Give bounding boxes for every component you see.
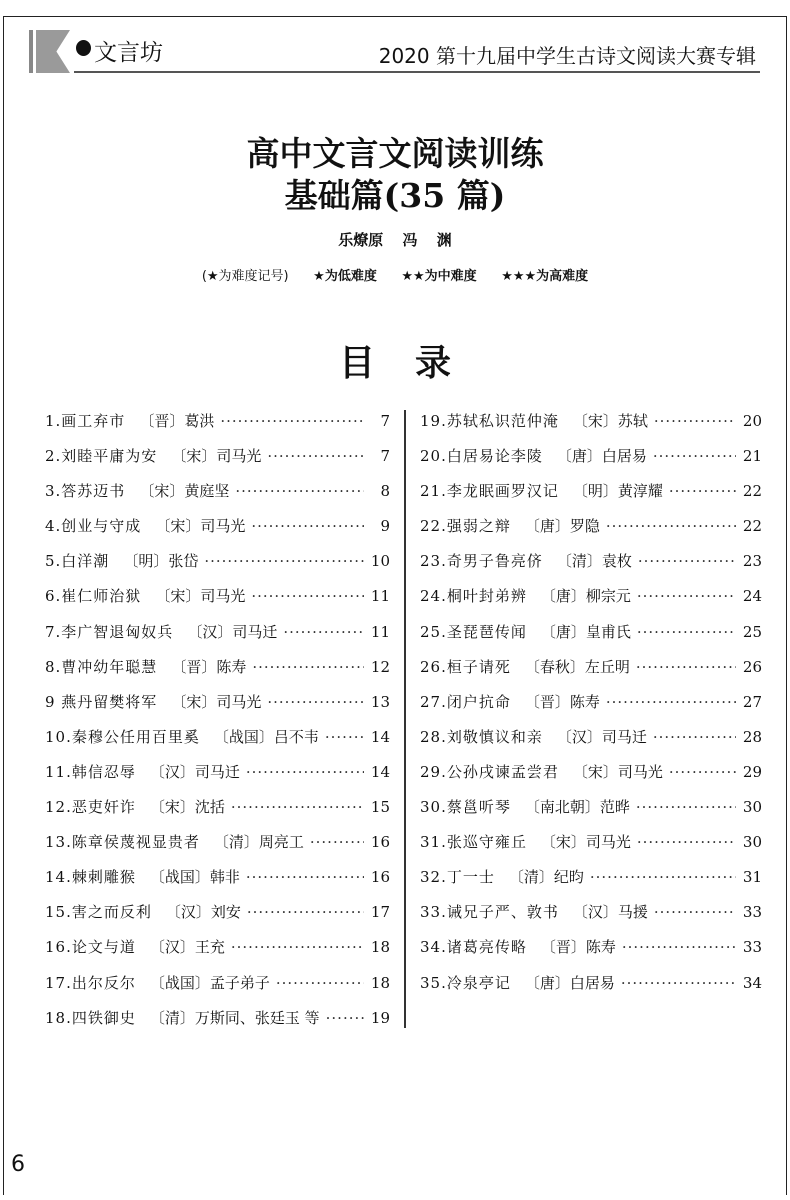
toc-entry[interactable] [420,585,762,620]
entry-page: 33 [742,903,762,922]
entry-author: 〔宋〕司马光 [572,762,663,781]
toc-left-column [45,410,390,1042]
entry-author: 〔唐〕白居易 [524,973,615,992]
entry-author: 〔清〕万斯同、张廷玉 等 [149,1008,320,1027]
entry-page: 34 [742,973,762,992]
entry-page: 9 [380,517,390,536]
entry-page: 23 [742,552,762,571]
toc-entry[interactable] [420,691,762,726]
toc-entry[interactable] [45,831,390,866]
entry-page: 8 [380,482,390,501]
entry-page: 15 [370,798,390,817]
toc-entry[interactable] [45,1007,390,1042]
entry-title: 24.桐叶封弟辨 [420,587,527,606]
series-title: 2020 第十九届中学生古诗文阅读大赛专辑 [378,44,756,68]
toc-entry[interactable] [45,515,390,550]
toc-entry[interactable] [420,621,762,656]
difficulty-legend [0,265,790,284]
entry-title: 5.白洋潮 [45,552,110,571]
entry-author: 〔晋〕陈寿 [171,657,247,676]
entry-title: 23.奇男子鲁亮侪 [420,552,543,571]
entry-page: 14 [370,762,390,781]
entry-page: 7 [380,447,390,466]
entry-page: 11 [370,622,390,641]
toc-entry[interactable] [420,796,762,831]
toc-entry[interactable] [45,585,390,620]
entry-page: 27 [742,692,762,711]
dot-leader [246,763,364,781]
entry-title: 28.刘敬慎议和亲 [420,727,543,746]
entry-page: 11 [370,587,390,606]
toc-entry[interactable] [420,972,762,1007]
legend-note: (★为难度记号) [201,269,289,284]
dot-leader [637,833,736,851]
entry-author: 〔晋〕陈寿 [540,938,616,957]
entry-author: 〔宋〕黄庭坚 [139,482,230,501]
dot-leader [637,587,736,605]
dot-leader [326,1009,364,1027]
entry-page: 17 [370,903,390,922]
toc-entry[interactable] [45,936,390,971]
dot-leader [653,728,736,746]
entry-author: 〔汉〕刘安 [165,903,241,922]
entry-title: 35.冷泉亭记 [420,973,511,992]
toc-entry[interactable] [420,410,762,445]
entry-title: 6.崔仁师治狱 [45,587,142,606]
entry-page: 21 [742,447,762,466]
toc-entry[interactable] [420,445,762,480]
entry-title: 18.四铁御史 [45,1008,136,1027]
toc-entry[interactable] [45,445,390,480]
entry-title: 19.苏轼私识范仲淹 [420,412,559,430]
toc-heading: 目录 [338,343,491,384]
dot-leader [637,623,736,641]
entry-page: 30 [742,833,762,852]
dot-leader [251,517,364,535]
toc-entry[interactable] [420,901,762,936]
entry-title: 33.诫兄子严、敦书 [420,903,559,922]
toc-entry[interactable] [45,621,390,656]
dot-leader [653,447,736,465]
entry-title: 34.诸葛亮传略 [420,938,527,957]
entry-author: 〔晋〕葛洪 [139,412,215,430]
entry-author: 〔宋〕沈括 [149,798,225,817]
entry-title: 8.曹冲幼年聪慧 [45,657,158,676]
entry-title: 30.蔡邕听琴 [420,798,511,817]
entry-author: 〔清〕袁枚 [556,552,632,571]
entry-page: 13 [370,692,390,711]
entry-page: 19 [370,1008,390,1027]
toc-entry[interactable] [45,796,390,831]
toc-entry[interactable] [420,480,762,515]
page-subtitle: 基础篇(35 篇) [284,176,506,215]
toc-entry[interactable] [45,972,390,1007]
entry-author: 〔唐〕皇甫氏 [540,622,631,641]
entry-page: 24 [742,587,762,606]
dot-leader [231,798,364,816]
header-bar-decoration [29,30,33,73]
compilers: 乐燎原 冯 渊 [338,231,452,249]
dot-leader [283,623,364,641]
toc-entry[interactable] [45,726,390,761]
entry-title: 27.闭户抗命 [420,692,511,711]
dot-leader [267,693,364,711]
entry-author: 〔汉〕司马迁 [149,762,240,781]
entry-title: 26.桓子请死 [420,657,511,676]
page-number: 6 [11,1152,25,1177]
dot-leader [252,658,364,676]
entry-page: 20 [742,412,762,430]
toc-entry[interactable] [45,866,390,901]
entry-page: 14 [370,727,390,746]
entry-author: 〔宋〕司马光 [540,833,631,852]
page-title: 高中文言文阅读训练 [246,134,544,173]
entry-title: 11.韩信忍辱 [45,762,136,781]
header-rule [74,71,760,73]
entry-author: 〔宋〕司马光 [155,587,246,606]
toc-entry[interactable] [45,656,390,691]
entry-title: 10.秦穆公任用百里奚 [45,727,200,746]
toc-entry[interactable] [45,480,390,515]
entry-author: 〔汉〕王充 [149,938,225,957]
entry-page: 31 [742,868,762,887]
entry-title: 1.画工弃市 [45,412,126,430]
entry-author: 〔宋〕苏轼 [572,412,648,430]
dot-leader [606,693,736,711]
entry-author: 〔宋〕司马光 [171,692,262,711]
entry-author: 〔春秋〕左丘明 [524,657,630,676]
toc-entry[interactable] [45,761,390,796]
entry-title: 14.棘刺雕猴 [45,868,136,887]
legend-high: ★★★为高难度 [501,269,589,284]
entry-author: 〔清〕纪昀 [508,868,584,887]
entry-author: 〔汉〕马援 [572,903,648,922]
dot-leader [669,482,736,500]
dot-leader [235,482,364,500]
bullet-icon [76,40,91,56]
entry-title: 4.创业与守成 [45,517,142,536]
entry-author: 〔汉〕司马迁 [187,622,278,641]
entry-author: 〔宋〕司马光 [171,447,262,466]
entry-page: 12 [370,657,390,676]
entry-page: 7 [380,412,390,430]
entry-author: 〔战国〕孟子弟子 [149,973,270,992]
entry-title: 7.李广智退匈奴兵 [45,622,174,641]
entry-title: 20.白居易论李陵 [420,447,543,466]
dot-leader [606,517,736,535]
toc-entry[interactable] [45,550,390,585]
entry-author: 〔汉〕司马迁 [556,727,647,746]
dot-leader [325,728,364,746]
entry-author: 〔明〕黄淳耀 [572,482,663,501]
toc-entry[interactable] [420,761,762,796]
entry-title: 15.害之而反利 [45,903,152,922]
entry-page: 29 [742,762,762,781]
toc-entry[interactable] [420,936,762,971]
entry-title: 13.陈章侯蔑视显贵者 [45,833,200,852]
column-divider [404,410,406,1028]
entry-title: 25.圣琵琶传闻 [420,622,527,641]
dot-leader [654,412,736,430]
dot-leader [251,587,364,605]
entry-page: 16 [370,833,390,852]
dot-leader [636,658,736,676]
dot-leader [638,552,736,570]
entry-author: 〔清〕周亮工 [213,833,304,852]
legend-low: ★为低难度 [313,269,377,284]
entry-page: 18 [370,938,390,957]
dot-leader [622,938,736,956]
dot-leader [267,447,364,465]
entry-author: 〔战国〕吕不韦 [213,727,319,746]
entry-title: 17.出尔反尔 [45,973,136,992]
toc-entry[interactable] [420,550,762,585]
entry-page: 33 [742,938,762,957]
entry-page: 22 [742,517,762,536]
dot-leader [636,798,736,816]
toc-entry[interactable] [45,901,390,936]
dot-leader [247,903,364,921]
dot-leader [246,868,364,886]
dot-leader [276,974,364,992]
entry-title: 9 燕丹留樊将军 [45,692,158,711]
entry-title: 16.论文与道 [45,938,136,957]
entry-title: 32.丁一士 [420,868,495,887]
toc-entry[interactable] [420,726,762,761]
entry-title: 21.李龙眠画罗汉记 [420,482,559,501]
entry-author: 〔宋〕司马光 [155,517,246,536]
entry-author: 〔唐〕柳宗元 [540,587,631,606]
dot-leader [220,412,364,430]
entry-title: 2.刘睦平庸为安 [45,447,158,466]
toc-entry[interactable] [420,515,762,550]
toc-entry[interactable] [420,656,762,691]
entry-author: 〔明〕张岱 [123,552,199,571]
entry-title: 29.公孙戌谏孟尝君 [420,762,559,781]
toc-entry[interactable] [45,410,390,445]
legend-mid: ★★为中难度 [401,269,477,284]
entry-title: 22.强弱之辩 [420,517,511,536]
dot-leader [669,763,736,781]
entry-page: 18 [370,973,390,992]
dot-leader [654,903,736,921]
entry-page: 10 [370,552,390,571]
dot-leader [231,938,364,956]
entry-author: 〔南北朝〕范晔 [524,798,630,817]
dot-leader [590,868,736,886]
entry-author: 〔唐〕罗隐 [524,517,600,536]
entry-title: 3.答苏迈书 [45,482,126,501]
entry-title: 12.恶吏奸诈 [45,798,136,817]
entry-page: 26 [742,657,762,676]
entry-page: 22 [742,482,762,501]
entry-author: 〔唐〕白居易 [556,447,647,466]
toc-entry[interactable] [420,831,762,866]
dot-leader [310,833,364,851]
dot-leader [204,552,364,570]
entry-page: 16 [370,868,390,887]
toc-entry[interactable] [45,691,390,726]
entry-author: 〔战国〕韩非 [149,868,240,887]
entry-page: 25 [742,622,762,641]
dot-leader [621,974,736,992]
section-name: 文言坊 [94,40,163,66]
entry-page: 30 [742,798,762,817]
entry-title: 31.张巡守雍丘 [420,833,527,852]
toc-right-column [420,410,762,1007]
toc-entry[interactable] [420,866,762,901]
entry-page: 28 [742,727,762,746]
entry-author: 〔晋〕陈寿 [524,692,600,711]
